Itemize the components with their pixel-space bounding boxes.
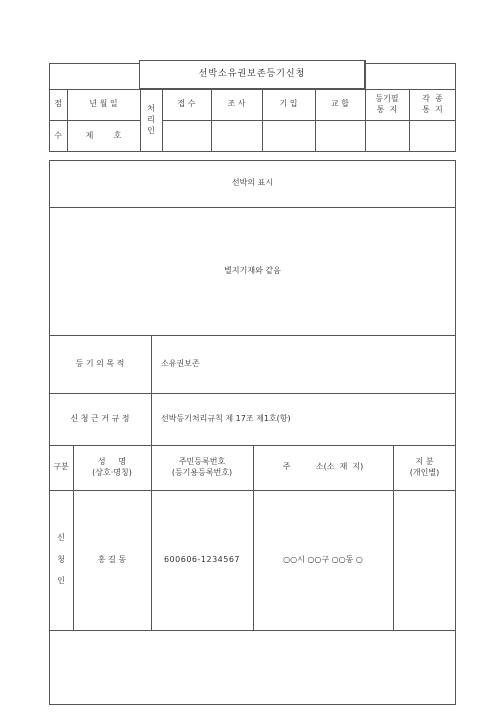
divider [162,120,456,121]
column-share: 지 분 (개인별) [409,456,440,477]
applicant-address: ○○시 ○○구 ○○동 ○ [283,554,363,564]
purpose-value: 소유권보존 [161,358,200,368]
column-name: 성 명 (상호·명칭) [92,456,132,477]
applicant-id-number: 600606-1234567 [163,554,241,564]
divider [49,630,456,631]
column-gubun: 구분 [53,462,69,472]
ship-section-label: 선박의 표시 [231,178,274,188]
applicant-name: 홍 길 동 [97,554,127,564]
registration-notice-label: 등기필 통 지 [375,93,399,114]
review-label: 조 사 [227,99,246,109]
form-title: 선박소유권보존등기신청 [198,69,306,80]
verify-label: 교 합 [331,99,349,109]
applicant-row-label: 신 청 인 [57,533,65,586]
column-address: 주 소(소 재 지) [282,462,364,472]
ship-description: 별지기재와 같음 [224,265,281,275]
entry-label: 기 입 [279,99,298,109]
purpose-label: 등 기 의 목 적 [75,358,125,368]
receipt-su-label: 수 [54,130,62,140]
number-label: 제 호 [85,130,122,140]
intake-label: 접 수 [177,99,196,109]
column-id-number: 주민등록번호 (등기용등록번호) [171,456,233,477]
date-label: 년 월 일 [89,99,118,109]
basis-label: 신 청 근 거 규 정 [70,413,130,423]
other-notice-label: 각 종 통 지 [422,93,443,114]
basis-value: 선박등기처리규칙 제 17조 제1호(항) [161,413,291,423]
processor-label: 처 리 인 [147,104,155,135]
applicant-share [393,490,456,630]
divider [151,335,152,445]
receipt-jeom-label: 점 [54,99,62,109]
